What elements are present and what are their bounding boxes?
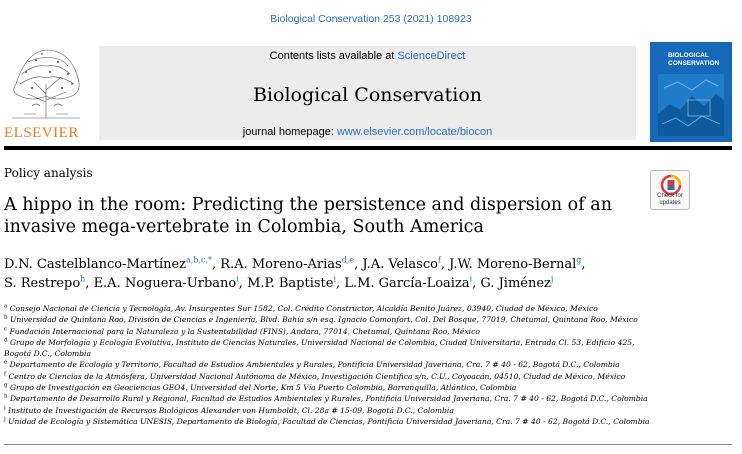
cover-title-line-1: BIOLOGICAL [668,52,709,59]
affiliation-text: Centro de Ciencias de la Atmósfera, Universidad Nacional Autónoma de México, Investigación Científica s/n, C.U., Coyoacán, 04510, Ciudad de México, México [6,371,626,381]
affiliation-key: h [4,393,8,400]
affiliation-key: a [4,303,8,310]
cover-title-line-2: CONSERVATION [668,60,720,67]
affiliation-item [4,393,664,404]
affiliation-text: Fundación Internacional para la Naturaleza y la Sustentabilidad (FINS), Andara, 77014, Chetumal, Quintana Roo, México [7,326,480,336]
affiliation-key: d [4,337,8,344]
author-affiliation-marker[interactable]: d,e [341,255,355,265]
affiliation-key: j [4,416,6,423]
author-name[interactable]: J.W. Moreno-Bernal [449,257,577,272]
contents-prefix: Contents lists available at [269,50,398,62]
journal-homepage-link[interactable]: www.elsevier.com/locate/biocon [336,126,493,138]
journal-cover-thumbnail[interactable] [650,42,732,142]
elsevier-wordmark: ELSEVIER [4,125,79,141]
article-title: A hippo in the room: Predicting the persistence and dispersion of an invasive mega-vertebrate in Colombia, South America [4,195,612,237]
affiliation-item [4,337,664,360]
author-name[interactable]: E.A. Noguera-Urbano [93,276,237,291]
homepage-line [99,126,636,138]
bottom-divider [4,444,732,445]
contents-line [99,50,636,62]
journal-title: Biological Conservation [252,84,483,106]
affiliation-item [4,371,664,382]
journal-masthead [4,40,732,142]
affiliation-item [4,416,664,427]
affiliation-key: i [4,405,6,412]
affiliation-item [4,359,664,370]
affiliation-text: Departamento de Ecología y Territorio, Facultad de Estudios Ambientales y Rurales, Pontificia Universidad Javeriana, Cra. 7 # 40 - 62, Bogotá D.C., Colombia [7,360,620,370]
affiliation-item [4,382,664,393]
author-separator: , [581,257,586,272]
author-name[interactable]: G. Jiménez [480,276,551,291]
author-name[interactable]: S. Restrepo [4,276,81,291]
author-separator: , [336,276,345,291]
affiliation-text: Instituto de Investigación de Recursos Biológicos Alexander von Humboldt, Cl. 28a # 15-09, Bogotá D.C., Colombia [5,405,454,415]
author-affiliation-marker[interactable]: h [80,274,86,284]
check-updates-line-2: updates [659,199,681,206]
journal-citation[interactable]: Biological Conservation 253 (2021) 108923 [270,13,472,25]
section-label: Policy analysis [4,166,93,180]
author-separator: , [238,276,248,291]
author-name[interactable]: L.M. García-Loaiza [344,276,470,291]
author-affiliation-marker[interactable]: f [437,255,441,265]
author-name[interactable]: R.A. Moreno-Arias [220,257,342,272]
sciencedirect-link[interactable]: ScienceDirect [397,50,466,62]
author-separator: , [354,257,363,272]
author-name[interactable]: M.P. Baptiste [247,276,334,291]
affiliation-item [4,405,664,416]
author-affiliation-marker[interactable]: i [236,274,239,284]
elsevier-logo [4,44,88,142]
journal-info-box [99,46,636,140]
elsevier-tree-icon [6,44,86,120]
affiliation-item [4,303,664,314]
author-affiliation-marker[interactable]: a,b,c,* [186,255,213,265]
cover-title [668,52,719,68]
affiliation-item [4,326,664,337]
cover-artwork-icon [658,74,724,136]
author-affiliation-marker[interactable]: i [469,274,473,284]
affiliation-text: Grupo de Investigación en Geociencias GEO4, Universidad del Norte, Km 5 Vía Puerto Colombia, Barranquilla, Atlántico, Colombia [7,383,517,393]
check-updates-label [651,193,689,206]
affiliation-text: Consejo Nacional de Ciencia y Tecnología, Av. Insurgentes Sur 1582, Col. Crédito Constructor, Alcaldía Benito Juárez, 03940, Ciudad de México, México [7,304,598,313]
author-separator: , [212,257,221,272]
check-for-updates-button[interactable] [650,170,690,210]
affiliation-text: Unidad de Ecología y Sistemática UNESIS, Departamento de Biología, Facultad de Ciencias, Pontificia Universidad Javeriana, Cra. 7 # 40 - 62, Bogotá D.C., Colombia [5,416,650,426]
affiliation-key: c [4,326,8,333]
author-affiliation-marker[interactable]: g [576,255,582,265]
affiliation-text: Grupo de Morfología y Ecología Evolutiva, Instituto de Ciencias Naturales, Universidad Nacional de Colombia, Ciudad Universitaria, Entrada Cl. 53, Edificio 425, Bogotá D.C., Colombia [4,337,635,359]
author-name[interactable]: J.A. Velasco [362,257,438,272]
affiliation-text: Departamento de Desarrollo Rural y Regional, Facultad de Estudios Ambientales y Rurales, Pontificia Universidad Javeriana, Cra. 7 # 40 - 62, Bogotá D.C., Colombia [7,394,648,404]
masthead-divider [4,146,732,150]
author-separator: , [472,276,481,291]
check-updates-line-1: Check for [657,193,683,199]
affiliation-key: b [4,314,8,321]
affiliation-text: Universidad de Quintana Roo, División de Ciencias e Ingeniería, Blvd. Bahía s/n esq. Ignacio Comonfort, Col. Del Bosque, 77019, Chetumal, Quintana Roo, México [7,315,638,325]
affiliation-key: f [4,371,7,378]
author-affiliation-marker[interactable]: i [333,274,337,284]
author-affiliation-marker[interactable]: j [550,274,554,284]
author-separator: , [440,257,450,272]
affiliation-item [4,314,664,325]
author-separator: , [85,276,94,291]
affiliation-key: e [4,359,8,366]
author-name[interactable]: D.N. Castelblanco-Martínez [4,257,187,272]
affiliation-list [4,303,664,427]
affiliation-key: g [4,382,8,389]
author-list [4,255,644,293]
homepage-prefix: journal homepage: [242,126,337,138]
